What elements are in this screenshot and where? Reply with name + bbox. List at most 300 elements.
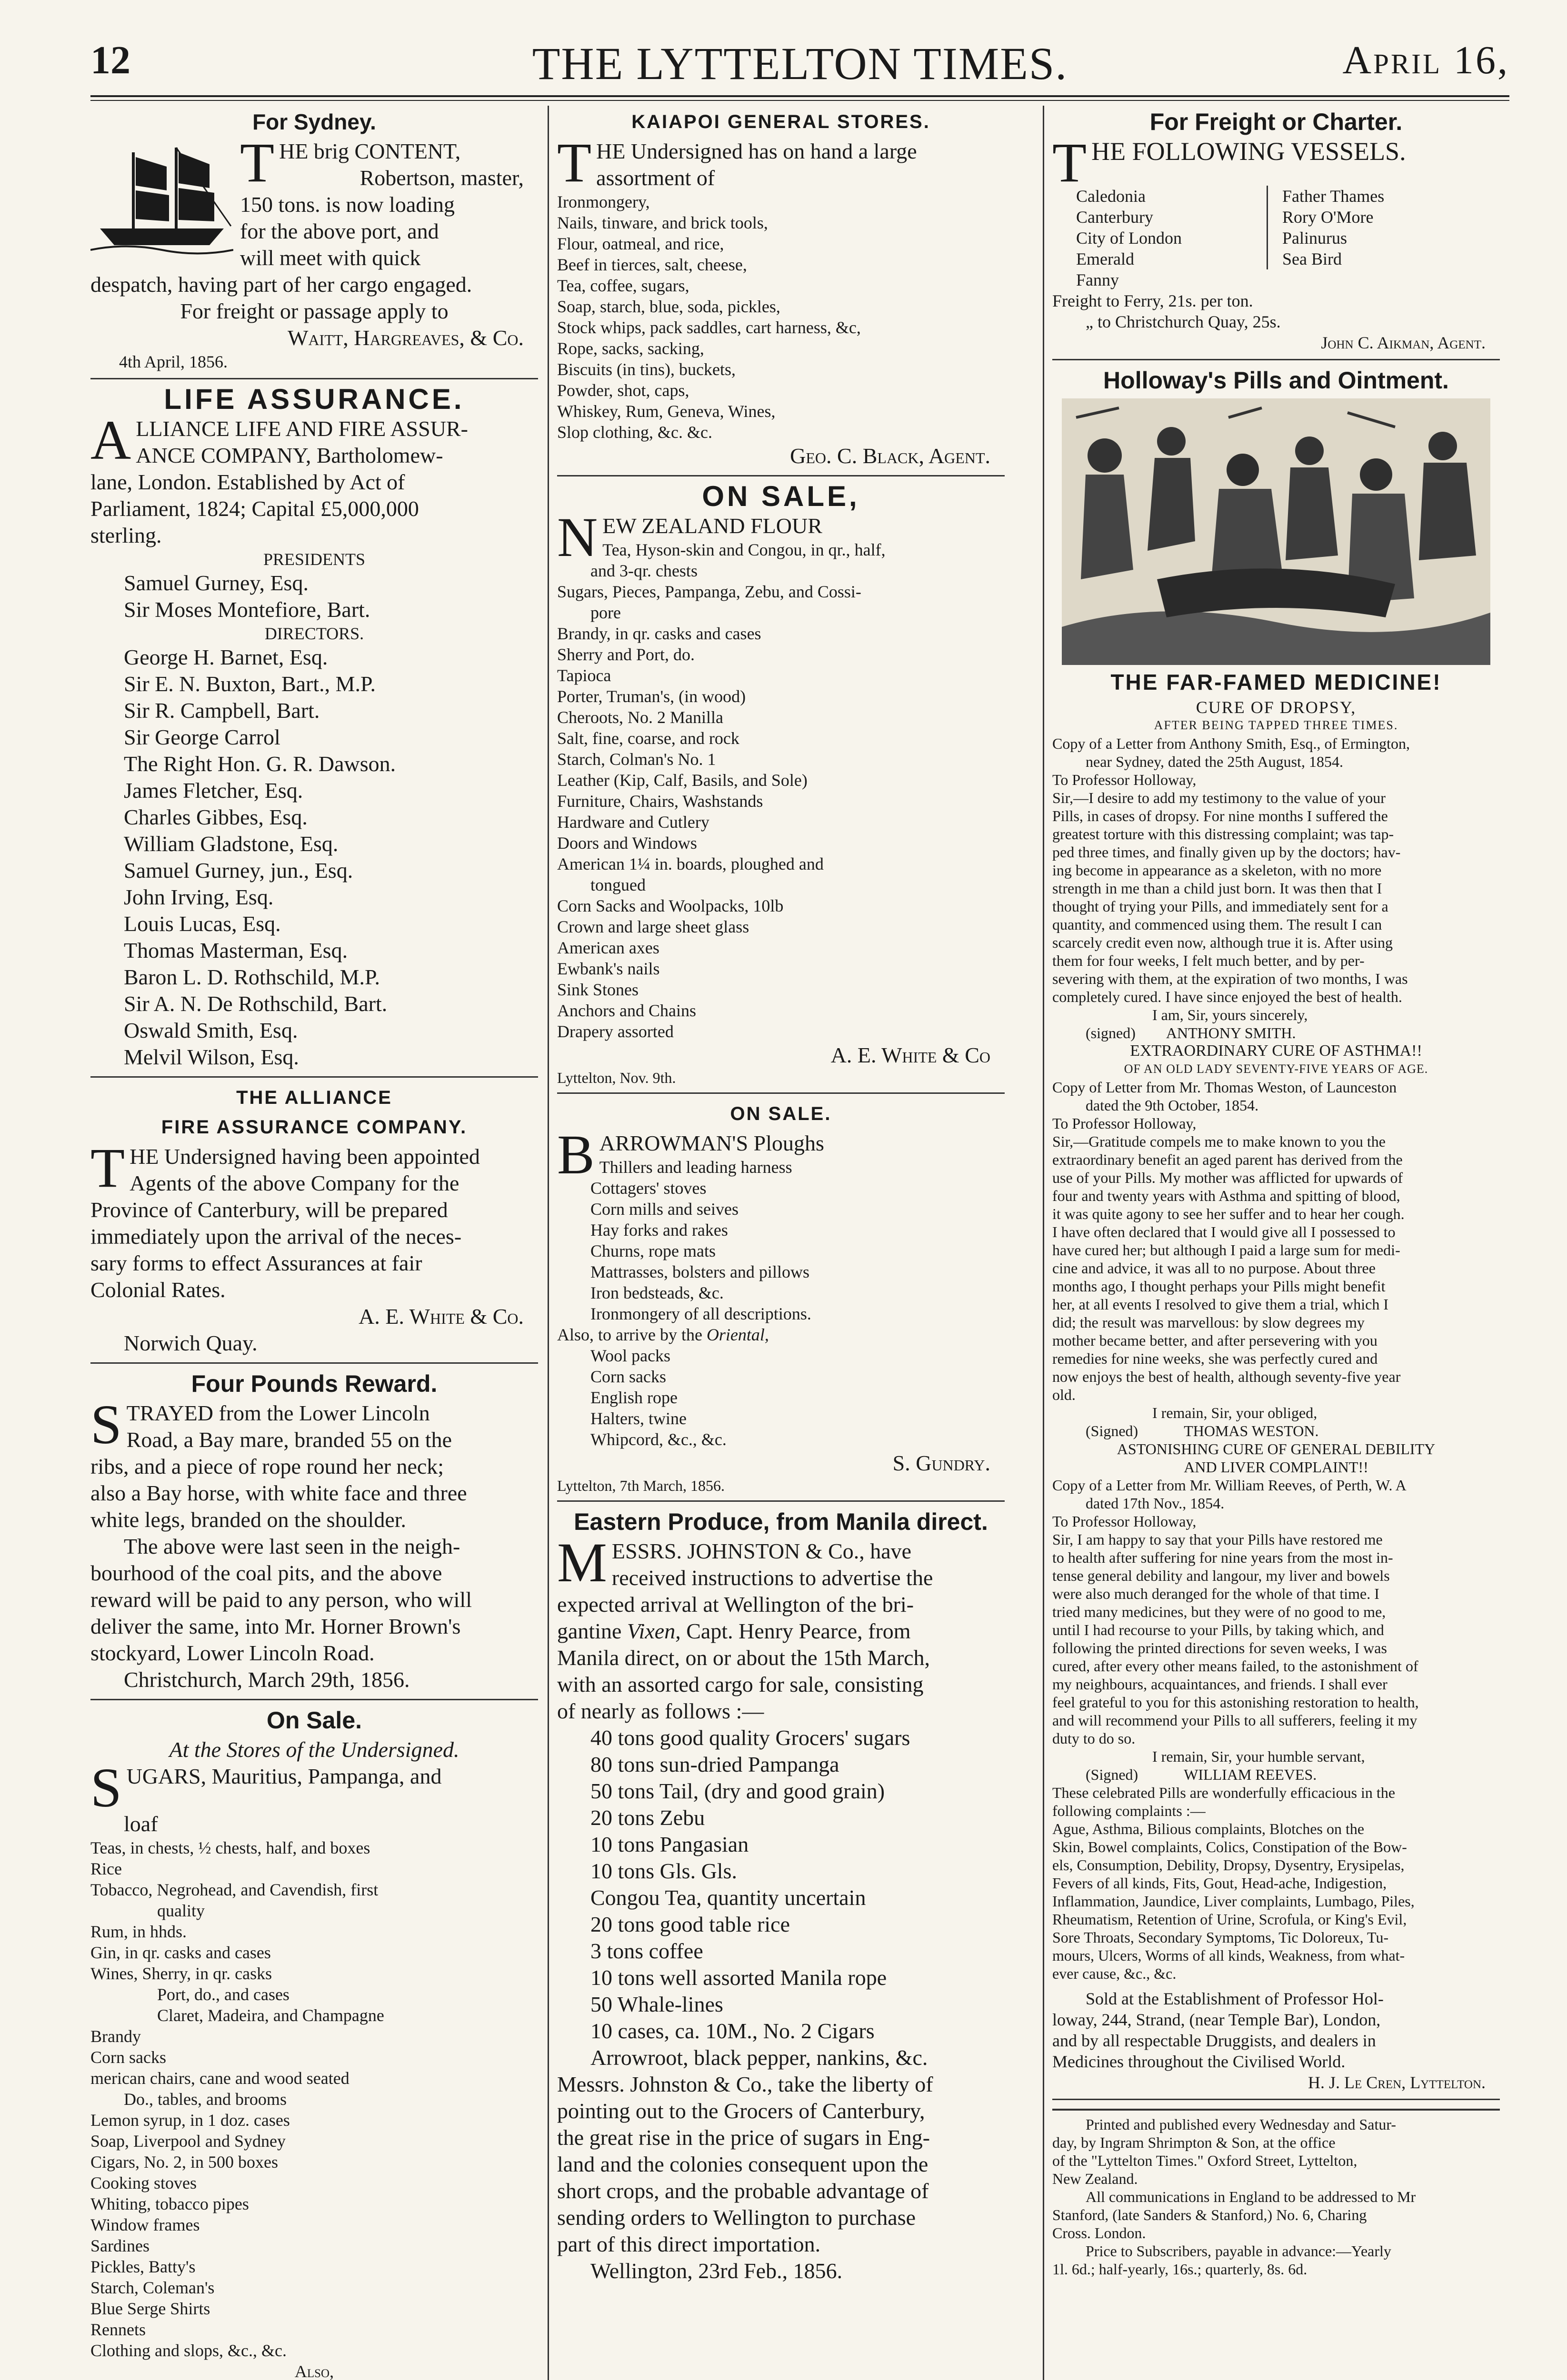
list-item: Corn Sacks and Woolpacks, 10lb xyxy=(557,896,784,915)
list-item: quality xyxy=(157,1901,205,1920)
ad-line: received instructions to advertise the xyxy=(611,1566,933,1590)
drop-cap: S xyxy=(90,1756,122,1819)
list-item: 50 Whale-lines xyxy=(590,1992,723,2016)
ad-line: stockyard, Lower Lincoln Road. xyxy=(90,1641,375,1665)
sold-line: Sold at the Establishment of Professor Hol- xyxy=(1086,1989,1384,2008)
list-item: merican chairs, cane and wood seated xyxy=(90,2069,349,2088)
list-item: Whiting, tobacco pipes xyxy=(90,2194,249,2213)
ad-line: ANCE COMPANY, Bartholomew- xyxy=(136,443,443,467)
letter-line: Sir,—I desire to add my testimony to the value of your xyxy=(1052,789,1386,806)
ad-line: HE Undersigned has on hand a large xyxy=(596,139,917,163)
list-item: Halters, twine xyxy=(590,1409,687,1428)
list-item: Pickles, Batty's xyxy=(90,2257,196,2276)
list-item: Whiskey, Rum, Geneva, Wines, xyxy=(557,402,776,421)
ad-line: short crops, and the probable advantage of xyxy=(557,2179,929,2203)
masthead xyxy=(90,37,1509,89)
imprint-line: New Zealand. xyxy=(1052,2170,1138,2187)
letter-line: cine and advice, it was all to no purpose. About three xyxy=(1052,1259,1376,1277)
list-item: 3 tons coffee xyxy=(590,1939,703,1963)
drop-cap: A xyxy=(90,409,131,471)
list-item: Starch, Colman's No. 1 xyxy=(557,750,716,769)
ad-heading: THE ALLIANCE xyxy=(236,1087,392,1108)
ad-line: UGARS, Mauritius, Pampanga, and xyxy=(126,1764,442,1788)
cure-subheading: OF AN OLD LADY SEVENTY-FIVE YEARS OF AGE. xyxy=(1124,1062,1428,1076)
ad-line: Province of Canterbury, will be prepared xyxy=(90,1198,448,1222)
letter-intro: Copy of a Letter from Mr. William Reeves, of Perth, W. A xyxy=(1052,1477,1407,1494)
ad-line: Colonial Rates. xyxy=(90,1278,226,1302)
list-item: Arrowroot, black pepper, nankins, &c. xyxy=(590,2045,928,2070)
ad-heading: Four Pounds Reward. xyxy=(191,1370,438,1397)
list-item: Soap, starch, blue, soda, pickles, xyxy=(557,297,780,316)
drop-cap: N xyxy=(557,506,598,568)
letter-line: to health after suffering for nine years from the most in- xyxy=(1052,1549,1393,1566)
list-item: Starch, Coleman's xyxy=(90,2278,215,2297)
list-item: 10 tons Gls. Gls. xyxy=(590,1859,737,1883)
ad-line: sterling. xyxy=(90,523,162,547)
drop-cap: M xyxy=(557,1531,607,1594)
column-2 xyxy=(557,106,1005,2284)
list-label: PRESIDENTS xyxy=(263,550,366,569)
list-item: Beef in tierces, salt, cheese, xyxy=(557,255,747,274)
list-item: Port, do., and cases xyxy=(157,1985,289,2004)
list-item: Window frames xyxy=(90,2215,200,2234)
ad-line: assortment of xyxy=(596,166,715,190)
list-item: Iron bedsteads, &c. xyxy=(590,1283,724,1302)
list-item: Sir E. N. Buxton, Bart., M.P. xyxy=(124,672,376,696)
vessel-name: Palinurus xyxy=(1282,228,1347,248)
list-item: Nails, tinware, and brick tools, xyxy=(557,213,768,232)
ad-line: „ to Christchurch Quay, 25s. xyxy=(1086,312,1281,331)
ad-line: Freight to Ferry, 21s. per ton. xyxy=(1052,291,1253,310)
list-item: Rice xyxy=(90,1859,122,1878)
list-item: Thillers and leading harness xyxy=(599,1158,792,1177)
complaints-line: Rheumatism, Retention of Urine, Scrofula, or King's Evil, xyxy=(1052,1911,1407,1928)
letter-intro: To Professor Holloway, xyxy=(1052,1115,1197,1132)
letter-line: and will recommend your Pills to all sufferers, feeling it my xyxy=(1052,1712,1417,1729)
ad-line: Robertson, master, xyxy=(359,166,524,190)
ad-line: immediately upon the arrival of the neces- xyxy=(90,1224,462,1249)
vessel-name: Emerald xyxy=(1076,249,1134,268)
list-item: Teas, in chests, ½ chests, half, and boxes xyxy=(90,1838,370,1857)
ad-line xyxy=(557,1618,1005,1645)
list-item: American 1¼ in. boards, ploughed and xyxy=(557,854,824,873)
list-item: 10 tons well assorted Manila rope xyxy=(590,1965,887,1990)
list-item: 80 tons sun-dried Pampanga xyxy=(590,1752,839,1776)
list-label: Also, xyxy=(294,2362,334,2380)
ad-on-sale-waitt xyxy=(90,1707,538,2380)
ad-holloway xyxy=(1052,367,1500,2100)
list-item: Slop clothing, &c. &c. xyxy=(557,423,712,442)
list-item: Cigars, No. 2, in 500 boxes xyxy=(90,2152,278,2172)
ad-signature: A. E. White & Co xyxy=(830,1043,990,1067)
letter-line: mother became better, and after persevering with you xyxy=(1052,1332,1377,1349)
ship-icon xyxy=(90,138,233,257)
letter-line: four and twenty years with Asthma and spitting of blood, xyxy=(1052,1187,1400,1204)
imprint xyxy=(1052,2109,1500,2278)
ad-heading: ON SALE, xyxy=(702,480,860,512)
list-item: Brandy, in qr. casks and cases xyxy=(557,624,761,643)
ad-date: Christchurch, March 29th, 1856. xyxy=(124,1667,410,1692)
ad-line: ESSRS. JOHNSTON & Co., have xyxy=(611,1539,912,1563)
list-item: Hardware and Cutlery xyxy=(557,813,709,832)
sold-line: Medicines throughout the Civilised World. xyxy=(1052,2052,1346,2071)
column-rule xyxy=(548,106,549,2380)
list-item: Lemon syrup, in 1 doz. cases xyxy=(90,2111,290,2130)
also-text: Also, to arrive by the xyxy=(557,1325,707,1344)
column-1 xyxy=(90,106,538,2380)
list-item: Sir R. Campbell, Bart. xyxy=(124,698,320,723)
signatory: WILLIAM REEVES. xyxy=(1184,1766,1317,1783)
ad-subheading: At the Stores of the Undersigned. xyxy=(169,1737,459,1762)
ad-heading: For Sydney. xyxy=(252,109,376,134)
ad-date: Wellington, 23rd Feb., 1856. xyxy=(590,2259,843,2283)
letter-line: did; the result was marvellous: by slow degrees my xyxy=(1052,1314,1365,1331)
letter-line: them for four weeks, I felt much better, and by per- xyxy=(1052,952,1365,969)
complaints-line: Skin, Bowel complaints, Colics, Constipation of the Bow- xyxy=(1052,1838,1407,1855)
list-item: Louis Lucas, Esq. xyxy=(124,912,281,936)
ad-line: Manila direct, on or about the 15th March, xyxy=(557,1646,930,1670)
vessel-name: Vixen, xyxy=(627,1619,681,1643)
list-item: Sherry and Port, do. xyxy=(557,645,695,664)
ad-line: HE brig CONTENT, xyxy=(279,139,461,163)
letter-line: Pills, in cases of dropsy. For nine months I suffered the xyxy=(1052,807,1388,824)
ad-alliance-fire xyxy=(90,1084,538,1364)
ad-kaiapoi-stores xyxy=(557,109,1005,476)
list-item: Tea, Hyson-skin and Congou, in qr., half, xyxy=(602,540,886,559)
cure-subheading: AFTER BEING TAPPED THREE TIMES. xyxy=(1154,718,1398,732)
list-item: Oswald Smith, Esq. xyxy=(124,1018,298,1042)
ad-four-pounds-reward xyxy=(90,1370,538,1700)
letter-line: Sir,—Gratitude compels me to make known to you the xyxy=(1052,1133,1386,1150)
imprint-line: Stanford, (late Sanders & Stanford,) No. 6, Charing xyxy=(1052,2206,1367,2223)
list-item: 10 tons Pangasian xyxy=(590,1832,749,1856)
ad-signature: Geo. C. Black, Agent. xyxy=(790,444,990,468)
column-rule xyxy=(1043,106,1044,2380)
ad-line: expected arrival at Wellington of the bri- xyxy=(557,1592,914,1616)
letter-line: months ago, I thought perhaps your Pills might benefit xyxy=(1052,1278,1386,1295)
vessel-name: Fanny xyxy=(1076,270,1119,289)
ad-line: part of this direct importation. xyxy=(557,2232,821,2256)
ad-heading: THE FAR-FAMED MEDICINE! xyxy=(1110,670,1442,694)
ad-line: with an assorted cargo for sale, consisting xyxy=(557,1672,924,1696)
ad-line: reward will be paid to any person, who will xyxy=(90,1587,472,1612)
letter-line: until I had recourse to your Pills, by taking which, and xyxy=(1052,1621,1384,1638)
letter-line: quantity, and commenced using them. The result I can xyxy=(1052,916,1382,933)
signed-label: (Signed) xyxy=(1086,1422,1138,1439)
ad-heading: FIRE ASSURANCE COMPANY. xyxy=(161,1117,468,1138)
signatory: THOMAS WESTON. xyxy=(1184,1422,1319,1439)
list-item: Melvil Wilson, Esq. xyxy=(124,1045,299,1069)
list-item: Cooking stoves xyxy=(90,2173,197,2192)
list-item: Stock whips, pack saddles, cart harness, &c, xyxy=(557,318,861,337)
list-item: Tapioca xyxy=(557,666,611,685)
imprint-line: 1l. 6d.; half-yearly, 16s.; quarterly, 8s. 6d. xyxy=(1052,2261,1307,2278)
letter-line: duty to do so. xyxy=(1052,1730,1136,1747)
ad-text: gantine xyxy=(557,1619,627,1643)
complaints-line: Inflammation, Jaundice, Liver complaints, Lumbago, Piles, xyxy=(1052,1893,1415,1910)
ad-line: ARROWMAN'S Ploughs xyxy=(599,1131,824,1155)
list-item: tongued xyxy=(590,875,646,894)
ad-signature: H. J. Le Cren, Lyttelton. xyxy=(1307,2073,1486,2092)
drop-cap: T xyxy=(1052,131,1087,194)
ad-line: sending orders to Wellington to purchase xyxy=(557,2205,916,2230)
letter-line: have cured her; but although I paid a large sum for medi- xyxy=(1052,1241,1400,1259)
list-item: Congou Tea, quantity uncertain xyxy=(590,1885,866,1910)
ad-line: LLIANCE LIFE AND FIRE ASSUR- xyxy=(136,416,468,441)
ad-line: For freight or passage apply to xyxy=(180,299,449,323)
ad-line: EW ZEALAND FLOUR xyxy=(602,514,822,538)
letter-line: tense general debility and langour, my liver and bowels xyxy=(1052,1567,1390,1584)
list-item: Ironmongery, xyxy=(557,192,650,211)
list-item: Thomas Masterman, Esq. xyxy=(124,938,348,962)
list-item: Cottagers' stoves xyxy=(590,1179,707,1198)
list-item: Mattrasses, bolsters and pillows xyxy=(590,1262,809,1281)
list-item: English rope xyxy=(590,1388,678,1407)
letter-intro: dated 17th Nov., 1854. xyxy=(1086,1495,1225,1512)
imprint-line: of the "Lyttelton Times." Oxford Street, Lyttelton, xyxy=(1052,2152,1357,2169)
letter-line: tried many medicines, but they were of no good to me, xyxy=(1052,1603,1386,1620)
vessel-name: Rory O'More xyxy=(1282,208,1374,227)
letter-line: old. xyxy=(1052,1386,1076,1403)
ship-name: Oriental, xyxy=(706,1325,769,1344)
list-item: Do., tables, and brooms xyxy=(124,2090,287,2109)
list-item: Anchors and Chains xyxy=(557,1001,696,1020)
ad-line: despatch, having part of her cargo engaged. xyxy=(90,272,472,297)
ad-heading: ON SALE. xyxy=(730,1103,832,1124)
ad-signature: S. Gundry. xyxy=(892,1451,990,1475)
cure-heading: EXTRAORDINARY CURE OF ASTHMA!! xyxy=(1130,1042,1422,1060)
list-item: Furniture, Chairs, Washstands xyxy=(557,792,763,811)
engraving-illustration xyxy=(1062,398,1490,665)
complaints-line: ever cause, &c., &c. xyxy=(1052,1965,1177,1982)
ad-heading: On Sale. xyxy=(266,1707,362,1734)
list-item: The Right Hon. G. R. Dawson. xyxy=(124,752,396,776)
drop-cap: B xyxy=(557,1123,595,1186)
list-item: Rope, sacks, sacking, xyxy=(557,339,704,358)
ad-line: HE FOLLOWING VESSELS. xyxy=(1091,137,1406,166)
vessel-name: Father Thames xyxy=(1282,187,1385,206)
letter-line: ing become in appearance as a skeleton, with no more xyxy=(1052,862,1382,879)
ad-on-sale-white xyxy=(557,480,1005,1094)
list-item: Brandy xyxy=(90,2027,141,2046)
column-3 xyxy=(1052,106,1500,2278)
list-item: Soap, Liverpool and Sydney xyxy=(90,2132,286,2151)
ad-line: white legs, branded on the shoulder. xyxy=(90,1507,407,1532)
imprint-line: Cross. London. xyxy=(1052,2224,1146,2241)
letter-line: completely cured. I have since enjoyed the best of health. xyxy=(1052,988,1402,1005)
letter-line: greatest torture with this distressing complaint; was tap- xyxy=(1052,825,1394,843)
list-item: Sardines xyxy=(90,2236,150,2255)
list-item: George H. Barnet, Esq. xyxy=(124,645,328,669)
list-item: Crown and large sheet glass xyxy=(557,917,749,936)
imprint-line: Printed and published every Wednesday and Satur- xyxy=(1086,2116,1397,2133)
ad-line: bourhood of the coal pits, and the above xyxy=(90,1561,442,1585)
ad-date: 4th April, 1856. xyxy=(119,352,228,371)
list-item: Sir George Carrol xyxy=(124,725,280,749)
letter-line: following complaints :— xyxy=(1052,1802,1206,1819)
list-item: Sir Moses Montefiore, Bart. xyxy=(124,597,370,622)
letter-line: remedies for nine weeks, she was perfectly cured and xyxy=(1052,1350,1378,1367)
ad-heading: KAIAPOI GENERAL STORES. xyxy=(631,111,930,132)
sold-line: loway, 244, Strand, (near Temple Bar), London, xyxy=(1052,2010,1381,2029)
ad-line: deliver the same, into Mr. Horner Brown's xyxy=(90,1614,461,1638)
list-item: Doors and Windows xyxy=(557,833,697,853)
complaints-line: Fevers of all kinds, Fits, Gout, Head-ache, Indigestion, xyxy=(1052,1874,1387,1892)
list-item: Blue Serge Shirts xyxy=(90,2299,210,2318)
list-item: Drapery assorted xyxy=(557,1022,674,1041)
vessel-name: City of London xyxy=(1076,228,1182,248)
letter-intro: Copy of a Letter from Anthony Smith, Esq., of Ermington, xyxy=(1052,735,1410,752)
letter-intro: dated the 9th October, 1854. xyxy=(1086,1097,1259,1114)
list-item: 50 tons Tail, (dry and good grain) xyxy=(590,1779,885,1803)
letter-line: scarcely credit even now, although true it is. After using xyxy=(1052,934,1393,951)
ad-on-sale-gundry xyxy=(557,1101,1005,1502)
letter-signature xyxy=(1052,1024,1500,1042)
letter-line: These celebrated Pills are wonderfully efficacious in the xyxy=(1052,1784,1396,1801)
list-item: Sir A. N. De Rothschild, Bart. xyxy=(124,992,388,1016)
letter-line: use of your Pills. My mother was afflicted for upwards of xyxy=(1052,1169,1403,1186)
letter-signature xyxy=(1052,1765,1500,1784)
ad-line: Messrs. Johnston & Co., take the liberty of xyxy=(557,2072,933,2096)
list-item xyxy=(557,1324,1005,1345)
list-item: pore xyxy=(590,603,621,622)
list-item: Wool packs xyxy=(590,1346,671,1365)
page-number: 12 xyxy=(90,38,130,82)
list-item: Ewbank's nails xyxy=(557,959,660,978)
ad-heading: Eastern Produce, from Manila direct. xyxy=(574,1508,988,1535)
imprint-line: Price to Subscribers, payable in advance:—Yearly xyxy=(1086,2242,1391,2260)
letter-line: cured, after every other means failed, to the astonishment of xyxy=(1052,1657,1418,1675)
ad-line: lane, London. Established by Act of xyxy=(90,470,405,494)
list-item: Tobacco, Negrohead, and Cavendish, first xyxy=(90,1880,379,1899)
letter-line: ped three times, and finally given up by the doctors; hav- xyxy=(1052,843,1401,861)
list-item: Biscuits (in tins), buckets, xyxy=(557,360,736,379)
list-item: 10 cases, ca. 10M., No. 2 Cigars xyxy=(590,2019,875,2043)
list-item: Gin, in qr. casks and cases xyxy=(90,1943,271,1962)
letter-line: I have often declared that I would give all I possessed to xyxy=(1052,1223,1396,1240)
ad-date: Lyttelton, 7th March, 1856. xyxy=(557,1477,725,1494)
letter-line: feel grateful to you for this astonishing restoration to health, xyxy=(1052,1694,1419,1711)
complaints-line: els, Consumption, Debility, Dropsy, Dysentry, Erysipelas, xyxy=(1052,1856,1405,1874)
list-item: Porter, Truman's, (in wood) xyxy=(557,687,746,706)
ad-line: loaf xyxy=(124,1812,158,1836)
list-item: James Fletcher, Esq. xyxy=(124,778,303,803)
letter-close: I remain, Sir, your obliged, xyxy=(1152,1404,1317,1421)
list-item: American axes xyxy=(557,938,659,957)
list-item: Corn mills and seives xyxy=(590,1200,739,1219)
list-item: Hay forks and rakes xyxy=(590,1220,728,1240)
list-item: Ironmongery of all descriptions. xyxy=(590,1304,811,1323)
list-item: Rennets xyxy=(90,2320,146,2339)
list-item: Samuel Gurney, jun., Esq. xyxy=(124,858,353,883)
imprint-line: day, by Ingram Shrimpton & Son, at the office xyxy=(1052,2134,1336,2151)
cure-heading: AND LIVER COMPLAINT!! xyxy=(1184,1458,1368,1476)
ad-line: HE Undersigned having been appointed xyxy=(130,1144,480,1169)
letter-close: I remain, Sir, your humble servant, xyxy=(1152,1748,1365,1765)
ad-signature: A. E. White & Co. xyxy=(359,1304,524,1329)
ad-signature: Waitt, Hargreaves, & Co. xyxy=(288,326,524,350)
list-item: Churns, rope mats xyxy=(590,1241,716,1260)
ad-line: sary forms to effect Assurances at fair xyxy=(90,1251,422,1275)
complaints-line: Ague, Asthma, Bilious complaints, Blotches on the xyxy=(1052,1820,1365,1837)
list-item: Claret, Madeira, and Champagne xyxy=(157,2006,384,2025)
ad-place: Norwich Quay. xyxy=(124,1331,258,1355)
list-item: Cheroots, No. 2 Manilla xyxy=(557,708,723,727)
list-item: William Gladstone, Esq. xyxy=(124,832,339,856)
list-item: Rum, in hhds. xyxy=(90,1922,187,1941)
ad-line: ribs, and a piece of rope round her neck; xyxy=(90,1454,444,1478)
list-item: Salt, fine, coarse, and rock xyxy=(557,729,739,748)
ad-line: of nearly as follows :— xyxy=(557,1699,764,1723)
vessel-list xyxy=(1052,186,1500,269)
letter-line: thought of trying your Pills, and immediately sent for a xyxy=(1052,898,1388,915)
vessel-name: Sea Bird xyxy=(1282,249,1342,268)
masthead-rule xyxy=(90,95,1509,101)
list-item: Baron L. D. Rothschild, M.P. xyxy=(124,965,380,989)
drop-cap: S xyxy=(90,1393,122,1456)
list-item: Corn sacks xyxy=(90,2048,166,2067)
list-item: Wines, Sherry, in qr. casks xyxy=(90,1964,272,1983)
ad-line: land and the colonies consequent upon the xyxy=(557,2152,928,2176)
letter-line: severing with them, at the expiration of two months, I was xyxy=(1052,970,1408,987)
letter-intro: To Professor Holloway, xyxy=(1052,771,1197,788)
letter-line: her, at all events I resolved to give them a trial, which I xyxy=(1052,1296,1389,1313)
ad-line: Agents of the above Company for the xyxy=(130,1171,459,1195)
ad-eastern-produce xyxy=(557,1508,1005,2284)
complaints-line: mours, Ulcers, Worms of all kinds, Weakness, from what- xyxy=(1052,1947,1405,1964)
list-item: Corn sacks xyxy=(590,1367,666,1386)
cure-heading: ASTONISHING CURE OF GENERAL DEBILITY xyxy=(1117,1440,1436,1458)
imprint-line: All communications in England to be addressed to Mr xyxy=(1086,2188,1416,2205)
letter-intro: near Sydney, dated the 25th August, 1854. xyxy=(1086,753,1343,770)
issue-date: April 16, xyxy=(1342,38,1509,82)
list-item: Powder, shot, caps, xyxy=(557,381,689,400)
letter-intro: To Professor Holloway, xyxy=(1052,1513,1197,1530)
ad-line: pointing out to the Grocers of Canterbury, xyxy=(557,2099,925,2123)
drop-cap: T xyxy=(240,131,275,194)
ad-heading: LIFE ASSURANCE. xyxy=(164,383,465,415)
ad-line: 150 tons. is now loading xyxy=(240,192,455,217)
list-item: Whipcord, &c., &c. xyxy=(590,1430,727,1449)
list-item: Clothing and slops, &c., &c. xyxy=(90,2341,287,2360)
letter-line: my neighbours, acquaintances, and friends. I shall ever xyxy=(1052,1676,1387,1693)
ad-date: Lyttelton, Nov. 9th. xyxy=(557,1069,676,1086)
letter-line: now enjoys the best of health, although seventy-five year xyxy=(1052,1368,1401,1385)
ad-line: Parliament, 1824; Capital £5,000,000 xyxy=(90,496,419,521)
ad-line: for the above port, and xyxy=(240,219,439,243)
ad-line: The above were last seen in the neigh- xyxy=(124,1534,460,1558)
list-item: Tea, coffee, sugars, xyxy=(557,276,689,295)
letter-line: strength in me than a child just born. It was then that I xyxy=(1052,880,1382,897)
ad-signature: John C. Aikman, Agent. xyxy=(1321,333,1486,352)
signed-label: (signed) xyxy=(1086,1024,1136,1041)
list-item: 20 tons Zebu xyxy=(590,1805,705,1830)
vessel-name: Canterbury xyxy=(1076,208,1153,227)
ad-line: the great rise in the price of sugars in Eng- xyxy=(557,2125,930,2150)
cure-heading: CURE OF DROPSY, xyxy=(1196,698,1357,717)
newspaper-title: THE LYTTELTON TIMES. xyxy=(532,38,1068,89)
list-item: Flour, oatmeal, and rice, xyxy=(557,234,724,253)
letter-close: I am, Sir, yours sincerely, xyxy=(1152,1006,1308,1023)
ad-heading: Holloway's Pills and Ointment. xyxy=(1103,367,1449,394)
list-item: Leather (Kip, Calf, Basils, and Sole) xyxy=(557,771,808,790)
list-item: Charles Gibbes, Esq. xyxy=(124,805,308,829)
ad-freight-charter xyxy=(1052,109,1500,360)
list-item: 40 tons good quality Grocers' sugars xyxy=(590,1726,910,1750)
ad-life-assurance xyxy=(90,383,538,1078)
signatory: ANTHONY SMITH. xyxy=(1166,1024,1296,1041)
sold-line: and by all respectable Druggists, and dealers in xyxy=(1052,2031,1376,2050)
